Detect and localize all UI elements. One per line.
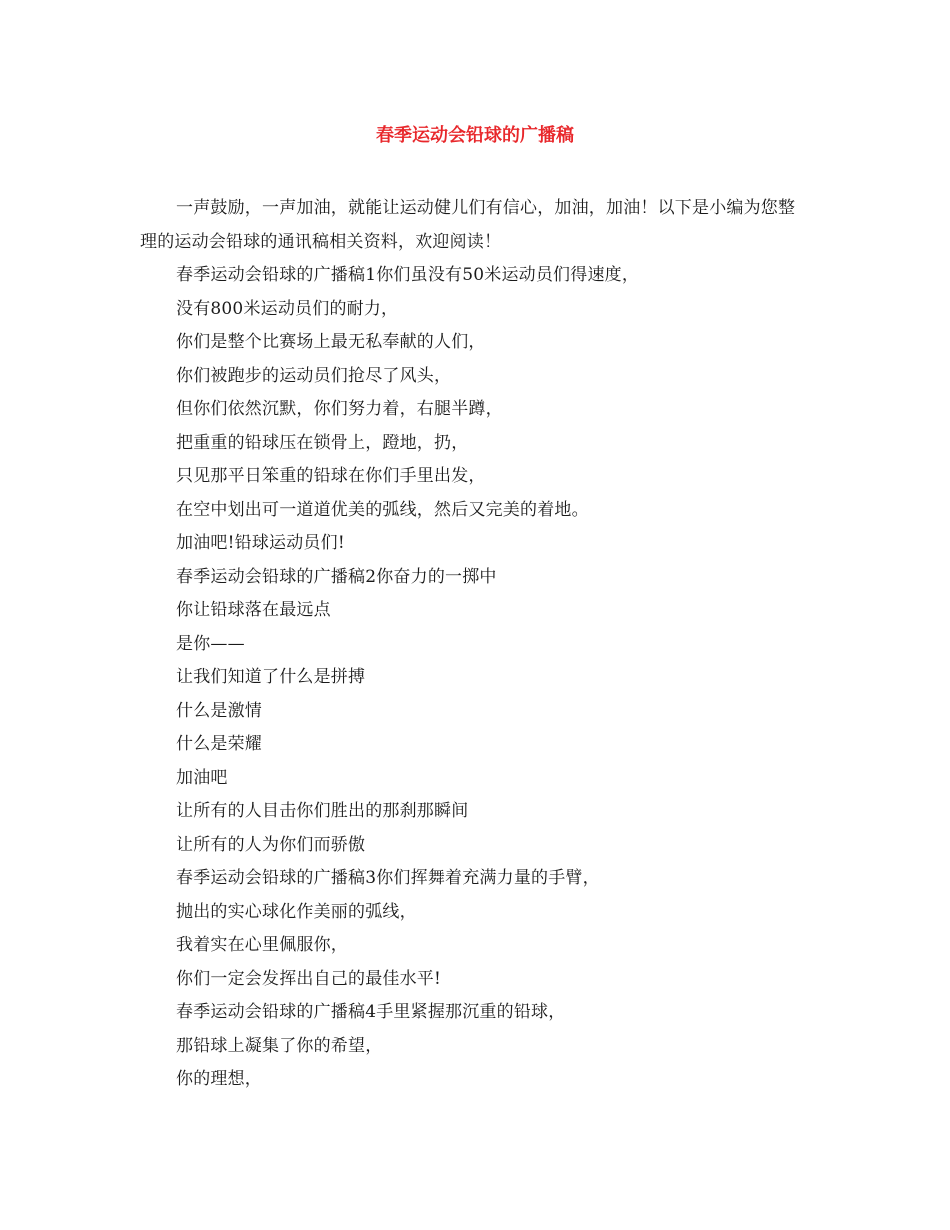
text-line: 让所有的人为你们而骄傲 <box>176 834 366 855</box>
text-line: 你们一定会发挥出自己的最佳水平! <box>176 968 442 989</box>
text-line: 没有800米运动员们的耐力， <box>176 298 399 319</box>
intro-paragraph: 一声鼓励，一声加油，就能让运动健儿们有信心，加油，加油！以下是小编为您整理的运动会铅球的通讯稿相关资料，欢迎阅读！ <box>140 198 796 252</box>
text-line: 抛出的实心球化作美丽的弧线， <box>176 901 417 922</box>
text-line: 让所有的人目击你们胜出的那刹那瞬间 <box>176 801 469 821</box>
text-line: 你让铅球落在最远点 <box>176 600 331 620</box>
text-line: 加油吧!铅球运动员们! <box>176 533 345 553</box>
text-line: 把重重的铅球压在锁骨上，蹬地，扔， <box>176 432 469 453</box>
text-line: 但你们依然沉默，你们努力着，右腿半蹲， <box>176 399 503 419</box>
text-line: 你们被跑步的运动员们抢尽了风头， <box>176 365 452 386</box>
text-line: 是你—— <box>176 633 245 654</box>
text-line: 春季运动会铅球的广播稿1你们虽没有50米运动员们得速度， <box>176 265 640 285</box>
text-line: 你的理想， <box>176 1069 262 1089</box>
text-line: 什么是激情 <box>176 700 262 721</box>
text-line: 那铅球上凝集了你的希望， <box>176 1035 383 1056</box>
text-line: 你们是整个比赛场上最无私奉献的人们， <box>176 332 486 352</box>
text-line: 春季运动会铅球的广播稿4手里紧握那沉重的铅球， <box>176 1002 566 1022</box>
text-line: 在空中划出可一道道优美的弧线，然后又完美的着地。 <box>176 499 589 520</box>
body-lines <box>176 259 816 1097</box>
text-line: 什么是荣耀 <box>176 734 262 754</box>
text-line: 加油吧 <box>176 767 228 788</box>
document-title: 春季运动会铅球的广播稿 <box>376 125 574 146</box>
text-line: 我着实在心里佩服你， <box>176 935 348 955</box>
text-line: 让我们知道了什么是拼搏 <box>176 667 366 687</box>
text-line: 只见那平日笨重的铅球在你们手里出发， <box>176 466 486 486</box>
text-line: 春季运动会铅球的广播稿3你们挥舞着充满力量的手臂， <box>176 868 600 888</box>
text-line: 春季运动会铅球的广播稿2你奋力的一掷中 <box>176 566 497 587</box>
